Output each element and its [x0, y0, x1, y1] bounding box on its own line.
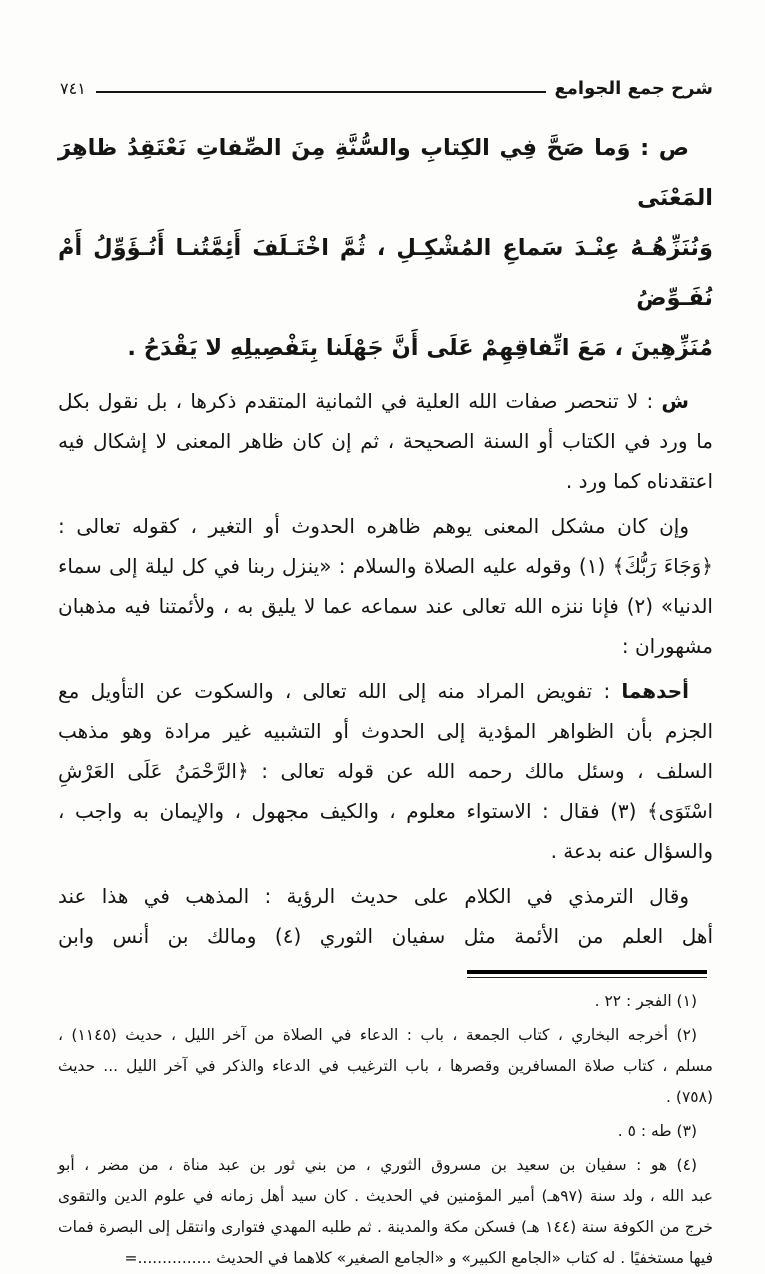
footnote-item: [58, 1020, 713, 1113]
text-span: : تفويض المراد منه إلى الله تعالى ، والسكوت عن التأويل مع: [58, 679, 622, 703]
text-line: خرج من الكوفة سنة (١٤٤ هـ) فسكن مكة والمدينة . ثم طلبه المهدي فتوارى وانتقل إلى البصرة فمات: [58, 1218, 713, 1236]
text-line: الجزم بأن الظواهر المؤدية إلى الحدوث أو التشبيه غير مرادة وهو مذهب: [58, 719, 713, 743]
text-line: والسؤال عنه بدعة .: [550, 839, 713, 863]
commentary-paragraph: [58, 381, 713, 501]
footnote-item: [58, 1150, 713, 1274]
text-line: وإن كان مشكل المعنى يوهم ظاهره الحدوث أو التغير ، كقوله تعالى :: [58, 514, 689, 538]
text-line: مشهوران :: [621, 634, 713, 658]
text-line: وقال الترمذي في الكلام على حديث الرؤية : المذهب في هذا عند: [58, 884, 689, 908]
text-line: (٤) هو : سفيان بن سعيد بن مسروق الثوري ، من بني ثور بن عبد مناة ، من مضر ، أبو: [58, 1156, 697, 1174]
commentary-paragraph: [58, 876, 713, 956]
text-line: مسلم ، كتاب صلاة المسافرين وقصرها ، باب الترغيب في الدعاء والذكر في آخر الليل ... حديث: [58, 1057, 713, 1075]
page-number: ٧٤١: [60, 79, 86, 98]
commentary-section: [58, 381, 713, 956]
text-line: وَنُنَزِّهُـهُ عِنْـدَ سَماعِ المُشْكِـلِ ، ثُمَّ اخْتَـلَفَ أَئِمَّتُنـا أَنُـؤَوِّلُ أَمْ نُفَـوِّضُ: [58, 235, 713, 311]
text-line: [58, 123, 713, 223]
footnote-separator: [467, 970, 707, 978]
text-line: اسْتَوَى﴾ (٣) فقال : الاستواء معلوم ، والكيف مجهول ، والإيمان به واجب ،: [58, 799, 714, 823]
text-line: الدنيا» (٢) فإنا ننزه الله تعالى عند سماعه عما لا يليق به ، ولأئمتنا فيه مذهبان: [58, 594, 713, 618]
matn-marker: ص: [658, 135, 689, 161]
text-line: [58, 671, 713, 711]
text-line: ﴿وَجَاءَ رَبُّكَ﴾ (١) وقوله عليه الصلاة والسلام : «ينزل ربنا في كل ليلة إلى سماء: [58, 554, 713, 578]
text-line: عبد الله ، ولد سنة (٩٧هـ) أمير المؤمنين في الحديث . كان سيد أهل زمانه في علوم الدين والتقوى: [58, 1187, 713, 1205]
text-line: السلف ، وسئل مالك رحمه الله عن قوله تعالى : ﴿الرَّحْمَنُ عَلَى العَرْشِ: [58, 759, 713, 783]
text-line: ما ورد في الكتاب أو السنة الصحيحة ، ثم إن كان ظاهر المعنى لا إشكال فيه: [58, 429, 713, 453]
commentary-paragraph: [58, 506, 713, 666]
sharh-marker: ش: [661, 389, 689, 413]
book-title: شرح جمع الجوامع: [554, 78, 713, 99]
text-line: (٧٥٨) .: [666, 1088, 713, 1106]
text-line: اعتقدناه كما ورد .: [565, 469, 713, 493]
text-line: (٣) طه : ٥ .: [617, 1122, 697, 1140]
header-rule: [96, 91, 547, 93]
text-line: فيها مستخفيًا . له كتاب «الجامع الكبير» و «الجامع الصغير» كلاهما في الحديث ...............=: [124, 1249, 713, 1267]
text-line: [58, 381, 713, 421]
footnote-item: [58, 986, 713, 1017]
page-header: [58, 78, 713, 99]
commentary-paragraph: [58, 671, 713, 871]
matn-paragraph: [58, 123, 713, 373]
item-lead: أحدهما: [621, 679, 689, 703]
text-line: أهل العلم من الأئمة مثل سفيان الثوري (٤) ومالك بن أنس وابن: [58, 924, 713, 948]
text-span: : وَما صَحَّ فِي الكِتابِ والسُّنَّةِ مِنَ الصِّفاتِ نَعْتَقِدُ ظاهِرَ المَعْنَى: [58, 135, 713, 211]
text-span: : لا تنحصر صفات الله العلية في الثمانية المتقدم ذكرها ، بل نقول بكل: [58, 389, 662, 413]
text-line: (٢) أخرجه البخاري ، كتاب الجمعة ، باب : الدعاء في الصلاة من آخر الليل ، حديث (١١٤٥) ،: [58, 1026, 697, 1044]
text-line: (١) الفجر : ٢٢ .: [594, 992, 697, 1010]
text-line: مُنَزِّهِينَ ، مَعَ اتِّفاقِهِمْ عَلَى أَنَّ جَهْلَنا بِتَفْصِيلِهِ لا يَقْدَحُ .: [127, 335, 713, 361]
footnote-item: [58, 1116, 713, 1147]
footnotes-section: [58, 986, 713, 1274]
